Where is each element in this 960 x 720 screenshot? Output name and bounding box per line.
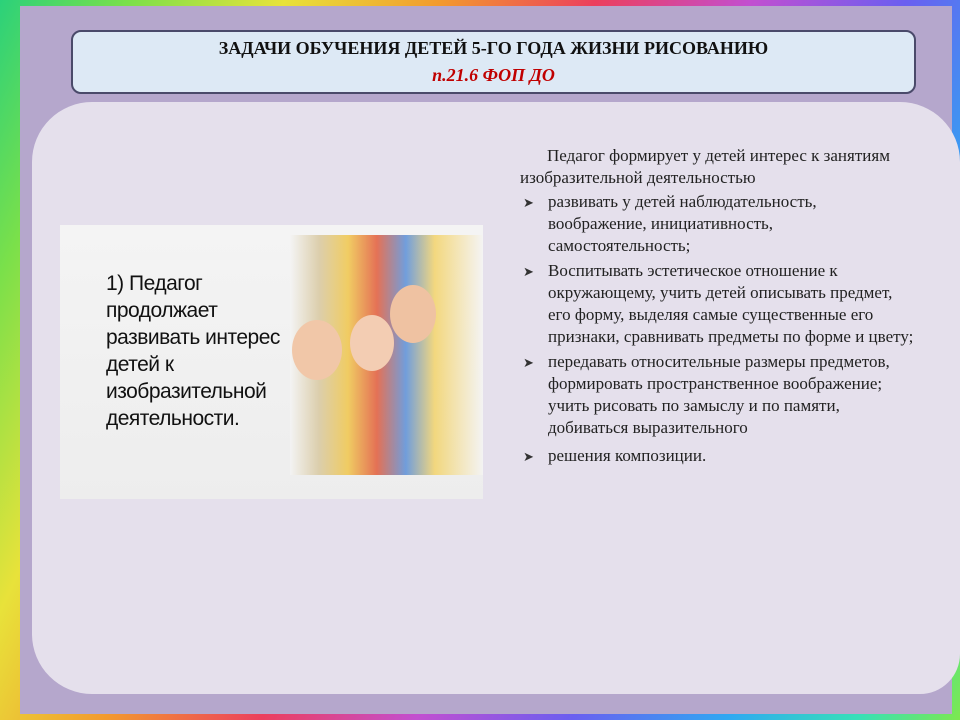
slide-title: ЗАДАЧИ ОБУЧЕНИЯ ДЕТЕЙ 5-ГО ГОДА ЖИЗНИ РИСОВАНИЮ: [218, 38, 769, 58]
arrowhead-right-icon: ➤: [523, 264, 534, 279]
child-figure-3: [390, 285, 436, 343]
text-block: [520, 145, 915, 470]
title-box: [71, 30, 916, 94]
photo-caption: 1) Педагог продолжает развивать интерес детей к изобразительной деятельности.: [106, 272, 280, 430]
list-item: [520, 191, 915, 257]
arrowhead-right-icon: ➤: [523, 195, 534, 210]
child-figure-2: [350, 315, 394, 371]
list-item: [520, 445, 915, 467]
list-item-text: передавать относительные размеры предметов, формировать пространственное воображение; учить рисовать по замыслу и по памяти, добиваться выразительного: [548, 352, 890, 437]
arrowhead-right-icon: ➤: [523, 355, 534, 370]
list-item-text: развивать у детей наблюдательность, воображение, инициативность, самостоятельность;: [548, 192, 817, 255]
list-item-text: решения композиции.: [548, 446, 707, 465]
illustration-photo: [60, 225, 483, 499]
arrowhead-right-icon: ➤: [523, 449, 534, 464]
list-item: [520, 351, 915, 439]
intro-text: Педагог формирует у детей интерес к занятиям изобразительной деятельностью: [520, 146, 890, 187]
slide-subtitle: п.21.6 ФОП ДО: [432, 65, 555, 85]
list-item: [520, 260, 915, 348]
list-item-text: Воспитывать эстетическое отношение к окружающему, учить детей описывать предмет, его форму, выделяя самые существенные его признаки, сравнивать предметы по форме и цвету;: [548, 261, 914, 346]
task-list: [520, 191, 915, 467]
